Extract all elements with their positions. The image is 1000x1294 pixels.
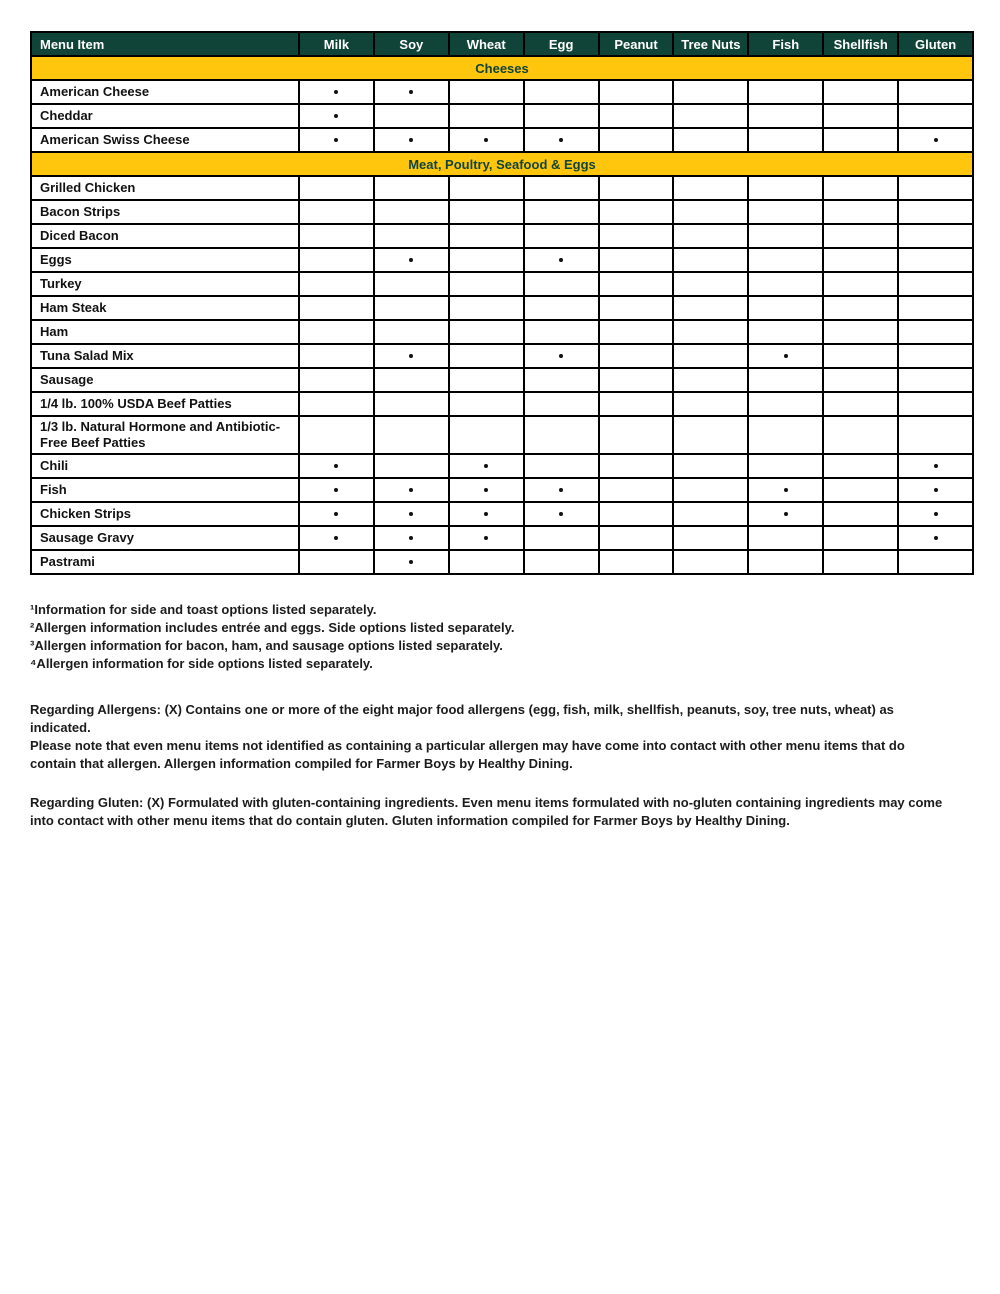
allergen-mark-cell (299, 454, 374, 478)
allergen-dot (334, 114, 338, 118)
allergen-empty-cell (449, 272, 524, 296)
allergen-table (30, 31, 974, 575)
allergen-empty-cell (374, 416, 449, 454)
allergen-empty-cell (599, 368, 674, 392)
allergen-mark-cell (374, 80, 449, 104)
allergen-empty-cell (748, 200, 823, 224)
table-row (31, 526, 973, 550)
column-header-shellfish: Shellfish (823, 32, 898, 56)
allergen-empty-cell (823, 502, 898, 526)
allergen-empty-cell (449, 344, 524, 368)
allergen-dot (409, 488, 413, 492)
allergen-empty-cell (898, 248, 973, 272)
allergen-empty-cell (449, 224, 524, 248)
section-title: Meat, Poultry, Seafood & Eggs (31, 152, 973, 176)
table-row (31, 344, 973, 368)
allergen-empty-cell (898, 80, 973, 104)
allergen-dot (409, 354, 413, 358)
allergen-empty-cell (748, 368, 823, 392)
allergen-empty-cell (898, 224, 973, 248)
allergen-mark-cell (299, 80, 374, 104)
allergen-empty-cell (299, 344, 374, 368)
allergen-empty-cell (599, 128, 674, 152)
allergen-empty-cell (299, 224, 374, 248)
allergen-empty-cell (823, 454, 898, 478)
allergen-mark-cell (374, 526, 449, 550)
allergen-empty-cell (898, 176, 973, 200)
allergen-empty-cell (599, 550, 674, 574)
allergen-empty-cell (524, 526, 599, 550)
allergen-empty-cell (524, 176, 599, 200)
allergen-empty-cell (524, 416, 599, 454)
allergen-empty-cell (748, 80, 823, 104)
menu-item-name: 1/4 lb. 100% USDA Beef Patties (31, 392, 299, 416)
legal-notes-block (30, 701, 950, 830)
allergen-empty-cell (823, 344, 898, 368)
allergen-mark-cell (374, 344, 449, 368)
allergen-empty-cell (673, 296, 748, 320)
allergen-empty-cell (449, 416, 524, 454)
column-header-tree-nuts: Tree Nuts (673, 32, 748, 56)
menu-item-name: Grilled Chicken (31, 176, 299, 200)
allergen-empty-cell (673, 224, 748, 248)
allergen-empty-cell (823, 176, 898, 200)
allergen-empty-cell (748, 320, 823, 344)
allergen-dot (559, 258, 563, 262)
allergen-empty-cell (673, 416, 748, 454)
allergen-dot (559, 488, 563, 492)
footnotes-block (30, 601, 972, 673)
allergen-mark-cell (374, 550, 449, 574)
allergen-empty-cell (449, 176, 524, 200)
table-row (31, 368, 973, 392)
allergen-dot (559, 354, 563, 358)
allergen-dot (934, 138, 938, 142)
allergen-empty-cell (748, 392, 823, 416)
section-title: Cheeses (31, 56, 973, 80)
allergen-empty-cell (299, 550, 374, 574)
allergen-empty-cell (898, 392, 973, 416)
table-row (31, 128, 973, 152)
allergen-empty-cell (524, 550, 599, 574)
allergen-empty-cell (449, 104, 524, 128)
allergen-empty-cell (599, 272, 674, 296)
allergen-empty-cell (673, 104, 748, 128)
allergen-dot (934, 512, 938, 516)
table-row (31, 80, 973, 104)
table-row (31, 320, 973, 344)
allergen-empty-cell (898, 272, 973, 296)
allergen-dot (409, 560, 413, 564)
allergen-empty-cell (599, 454, 674, 478)
column-header-menu-item: Menu Item (31, 32, 299, 56)
allergen-mark-cell (748, 344, 823, 368)
allergen-empty-cell (673, 526, 748, 550)
allergen-empty-cell (673, 176, 748, 200)
table-row (31, 550, 973, 574)
allergen-empty-cell (299, 320, 374, 344)
allergen-empty-cell (898, 550, 973, 574)
allergen-empty-cell (748, 416, 823, 454)
allergen-dot (784, 512, 788, 516)
allergen-empty-cell (823, 368, 898, 392)
allergen-empty-cell (823, 200, 898, 224)
allergen-empty-cell (599, 478, 674, 502)
allergen-mark-cell (748, 478, 823, 502)
allergen-dot (409, 258, 413, 262)
allergen-empty-cell (673, 272, 748, 296)
allergen-empty-cell (673, 368, 748, 392)
column-header-egg: Egg (524, 32, 599, 56)
allergen-empty-cell (449, 296, 524, 320)
allergen-empty-cell (299, 368, 374, 392)
footnote-3: ³Allergen information for bacon, ham, and sausage options listed separately. (30, 638, 503, 653)
allergen-mark-cell (449, 526, 524, 550)
allergen-empty-cell (374, 320, 449, 344)
allergen-empty-cell (898, 344, 973, 368)
column-header-gluten: Gluten (898, 32, 973, 56)
column-header-peanut: Peanut (599, 32, 674, 56)
allergen-empty-cell (898, 296, 973, 320)
allergen-mark-cell (299, 502, 374, 526)
allergen-mark-cell (449, 478, 524, 502)
allergen-empty-cell (299, 248, 374, 272)
allergen-empty-cell (524, 104, 599, 128)
allergen-dot (334, 90, 338, 94)
allergen-empty-cell (599, 176, 674, 200)
allergen-dot (934, 464, 938, 468)
table-header-row (31, 32, 973, 56)
allergen-empty-cell (673, 344, 748, 368)
allergen-mark-cell (299, 128, 374, 152)
allergen-empty-cell (599, 296, 674, 320)
allergen-empty-cell (299, 176, 374, 200)
allergen-mark-cell (748, 502, 823, 526)
allergen-empty-cell (823, 392, 898, 416)
allergen-mark-cell (299, 104, 374, 128)
menu-item-name: Ham (31, 320, 299, 344)
allergen-empty-cell (823, 272, 898, 296)
allergen-empty-cell (823, 128, 898, 152)
table-row (31, 248, 973, 272)
allergen-empty-cell (524, 296, 599, 320)
allergen-mark-cell (898, 502, 973, 526)
allergen-dot (334, 488, 338, 492)
allergen-dot (334, 536, 338, 540)
table-row (31, 224, 973, 248)
allergen-empty-cell (449, 248, 524, 272)
allergen-dot (484, 512, 488, 516)
allergen-empty-cell (599, 248, 674, 272)
allergen-empty-cell (599, 224, 674, 248)
table-row (31, 104, 973, 128)
menu-item-name: Cheddar (31, 104, 299, 128)
allergen-empty-cell (599, 392, 674, 416)
allergen-empty-cell (898, 200, 973, 224)
column-header-fish: Fish (748, 32, 823, 56)
allergen-empty-cell (374, 272, 449, 296)
allergen-empty-cell (823, 526, 898, 550)
menu-item-name: American Swiss Cheese (31, 128, 299, 152)
allergen-empty-cell (748, 224, 823, 248)
allergen-empty-cell (524, 454, 599, 478)
allergen-empty-cell (449, 368, 524, 392)
allergen-empty-cell (823, 248, 898, 272)
allergen-dot (559, 512, 563, 516)
allergen-dot (334, 464, 338, 468)
allergen-dot (334, 138, 338, 142)
allergen-dot (559, 138, 563, 142)
allergen-mark-cell (524, 128, 599, 152)
allergen-mark-cell (449, 454, 524, 478)
allergen-empty-cell (599, 526, 674, 550)
allergen-empty-cell (524, 200, 599, 224)
allergen-mark-cell (449, 502, 524, 526)
column-header-milk: Milk (299, 32, 374, 56)
table-row (31, 502, 973, 526)
column-header-wheat: Wheat (449, 32, 524, 56)
menu-item-name: Sausage (31, 368, 299, 392)
allergen-mark-cell (898, 526, 973, 550)
section-row (31, 56, 973, 80)
allergen-empty-cell (673, 128, 748, 152)
allergen-mark-cell (898, 478, 973, 502)
allergen-empty-cell (374, 104, 449, 128)
allergen-empty-cell (374, 296, 449, 320)
menu-item-name: Eggs (31, 248, 299, 272)
allergen-empty-cell (673, 550, 748, 574)
allergen-dot (409, 138, 413, 142)
allergen-mark-cell (299, 478, 374, 502)
allergen-empty-cell (599, 502, 674, 526)
allergen-mark-cell (449, 128, 524, 152)
menu-item-name: Tuna Salad Mix (31, 344, 299, 368)
menu-item-name: Pastrami (31, 550, 299, 574)
allergen-dot (934, 488, 938, 492)
allergen-empty-cell (673, 320, 748, 344)
allergen-empty-cell (449, 200, 524, 224)
allergen-empty-cell (374, 392, 449, 416)
allergen-empty-cell (823, 550, 898, 574)
allergen-empty-cell (823, 416, 898, 454)
allergen-dot (484, 488, 488, 492)
allergen-empty-cell (524, 80, 599, 104)
footnote-4: ⁴Allergen information for side options listed separately. (30, 656, 373, 671)
table-row (31, 272, 973, 296)
allergen-empty-cell (748, 296, 823, 320)
allergen-dot (484, 464, 488, 468)
footnote-2: ²Allergen information includes entrée and eggs. Side options listed separately. (30, 620, 515, 635)
table-row (31, 200, 973, 224)
allergen-dot (784, 488, 788, 492)
allergen-empty-cell (898, 416, 973, 454)
allergen-dot (409, 90, 413, 94)
menu-item-name: 1/3 lb. Natural Hormone and Antibiotic-Free Beef Patties (31, 416, 299, 454)
allergen-empty-cell (299, 392, 374, 416)
menu-item-name: Diced Bacon (31, 224, 299, 248)
allergen-mark-cell (898, 454, 973, 478)
allergen-empty-cell (673, 200, 748, 224)
regarding-allergens-text: Regarding Allergens: (X) Contains one or more of the eight major food allergens (egg, fish, milk, shellfish, peanuts, soy, tree nuts, wheat) as indicated. (30, 702, 894, 735)
allergen-empty-cell (374, 200, 449, 224)
allergen-empty-cell (299, 272, 374, 296)
allergen-empty-cell (673, 502, 748, 526)
allergen-empty-cell (449, 320, 524, 344)
allergen-empty-cell (823, 224, 898, 248)
menu-item-name: Fish (31, 478, 299, 502)
allergen-empty-cell (898, 368, 973, 392)
table-row (31, 176, 973, 200)
allergen-empty-cell (823, 296, 898, 320)
allergen-empty-cell (299, 296, 374, 320)
menu-item-name: Bacon Strips (31, 200, 299, 224)
allergen-empty-cell (524, 224, 599, 248)
allergen-empty-cell (449, 80, 524, 104)
allergen-empty-cell (449, 550, 524, 574)
allergen-dot (484, 536, 488, 540)
allergen-mark-cell (374, 478, 449, 502)
allergen-mark-cell (299, 526, 374, 550)
menu-item-name: Turkey (31, 272, 299, 296)
allergen-empty-cell (374, 224, 449, 248)
table-row (31, 296, 973, 320)
allergen-empty-cell (748, 454, 823, 478)
allergen-empty-cell (898, 320, 973, 344)
menu-item-name: Chili (31, 454, 299, 478)
allergen-empty-cell (823, 80, 898, 104)
footnote-1: ¹Information for side and toast options listed separately. (30, 602, 377, 617)
table-row (31, 416, 973, 454)
allergen-empty-cell (524, 368, 599, 392)
allergen-empty-cell (748, 526, 823, 550)
allergen-empty-cell (599, 344, 674, 368)
allergen-empty-cell (524, 320, 599, 344)
allergen-empty-cell (374, 176, 449, 200)
allergen-empty-cell (449, 392, 524, 416)
allergen-dot (934, 536, 938, 540)
allergen-empty-cell (673, 392, 748, 416)
allergen-sheet (30, 31, 972, 830)
allergen-empty-cell (748, 272, 823, 296)
table-row (31, 392, 973, 416)
allergen-dot (484, 138, 488, 142)
allergen-empty-cell (299, 200, 374, 224)
allergen-empty-cell (599, 200, 674, 224)
regarding-gluten-text: Regarding Gluten: (X) Formulated with gluten-containing ingredients. Even menu items formulated with no-gluten containing ingredients may come into contact with other menu items that do contain gluten. Gluten information compiled for Farmer Boys by Healthy Dining. (30, 795, 943, 828)
allergen-empty-cell (673, 454, 748, 478)
allergen-empty-cell (374, 368, 449, 392)
allergen-mark-cell (524, 478, 599, 502)
table-row (31, 478, 973, 502)
allergen-empty-cell (524, 392, 599, 416)
allergen-empty-cell (599, 320, 674, 344)
allergen-empty-cell (898, 104, 973, 128)
allergen-empty-cell (748, 550, 823, 574)
allergen-empty-cell (673, 248, 748, 272)
allergen-empty-cell (748, 248, 823, 272)
allergen-dot (409, 512, 413, 516)
allergen-empty-cell (823, 478, 898, 502)
allergen-dot (784, 354, 788, 358)
allergen-mark-cell (374, 248, 449, 272)
allergen-empty-cell (299, 416, 374, 454)
table-row (31, 454, 973, 478)
allergen-mark-cell (374, 502, 449, 526)
section-row (31, 152, 973, 176)
allergen-empty-cell (524, 272, 599, 296)
allergen-empty-cell (823, 320, 898, 344)
allergen-mark-cell (524, 248, 599, 272)
allergen-mark-cell (524, 344, 599, 368)
allergen-empty-cell (673, 478, 748, 502)
allergen-empty-cell (748, 128, 823, 152)
allergen-empty-cell (748, 104, 823, 128)
allergen-empty-cell (599, 416, 674, 454)
allergen-mark-cell (524, 502, 599, 526)
menu-item-name: Sausage Gravy (31, 526, 299, 550)
allergen-empty-cell (673, 80, 748, 104)
allergen-mark-cell (374, 128, 449, 152)
allergen-empty-cell (823, 104, 898, 128)
menu-item-name: Chicken Strips (31, 502, 299, 526)
allergen-dot (409, 536, 413, 540)
allergen-empty-cell (599, 80, 674, 104)
allergen-contact-note-text: Please note that even menu items not identified as containing a particular allergen may have come into contact with other menu items that do contain that allergen. Allergen information compiled for Farmer Boys by Healthy Dining. (30, 738, 905, 771)
menu-item-name: American Cheese (31, 80, 299, 104)
column-header-soy: Soy (374, 32, 449, 56)
allergen-mark-cell (898, 128, 973, 152)
allergen-empty-cell (599, 104, 674, 128)
allergen-empty-cell (748, 176, 823, 200)
allergen-empty-cell (374, 454, 449, 478)
menu-item-name: Ham Steak (31, 296, 299, 320)
allergen-dot (334, 512, 338, 516)
